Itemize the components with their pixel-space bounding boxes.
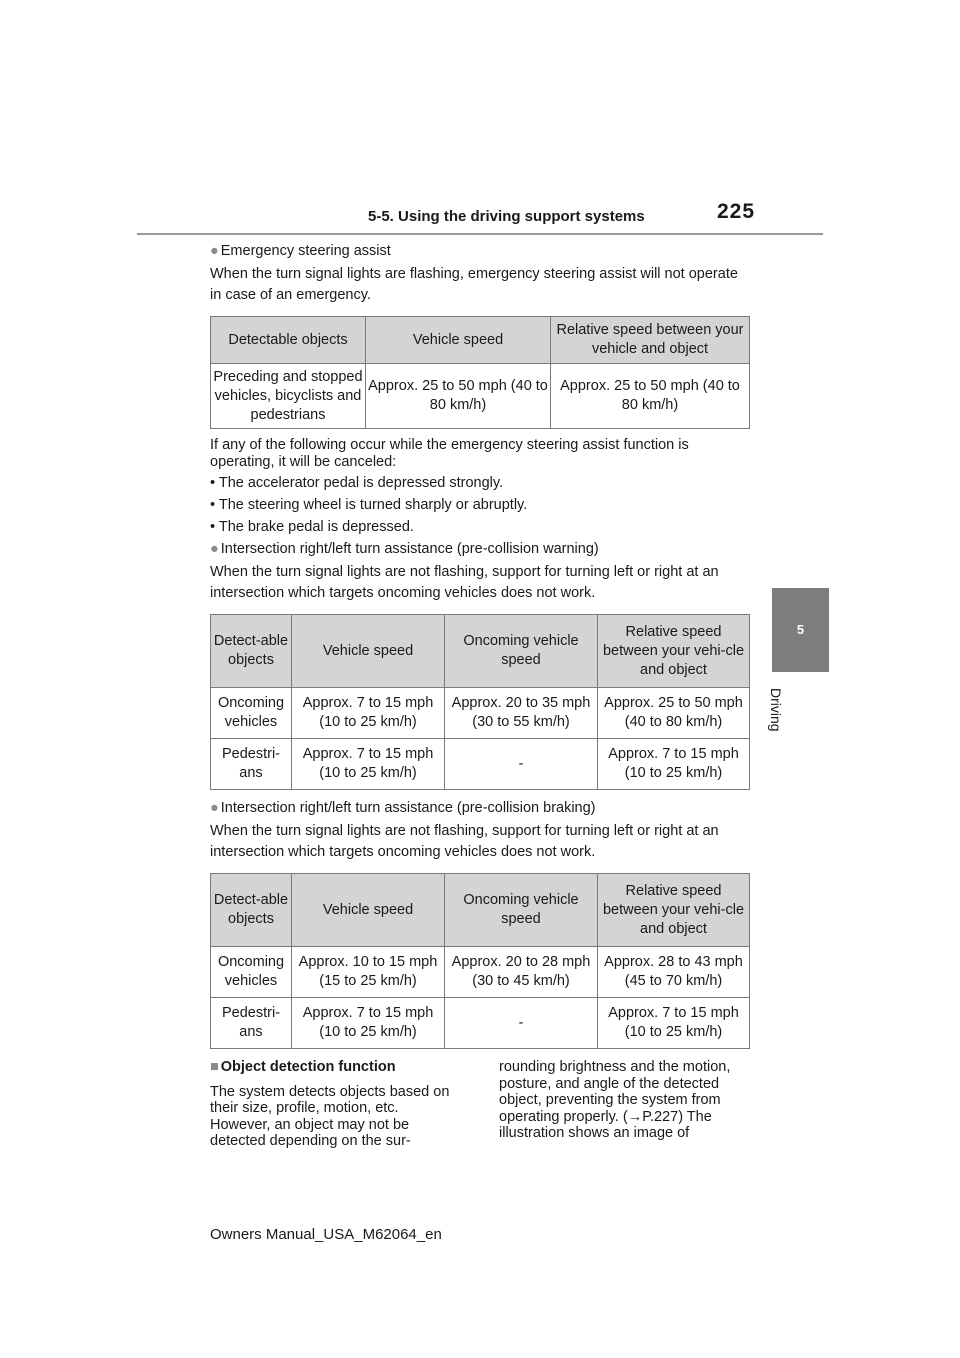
table-cell: Approx. 20 to 35 mph (30 to 55 km/h) <box>445 688 598 739</box>
paragraph: When the turn signal lights are flashing, emergency steering assist will not operate in case of an emergency. <box>210 266 738 303</box>
left-column <box>210 1059 461 1150</box>
table-cell: Oncoming vehicles <box>211 947 292 998</box>
page-number: 225 <box>717 200 756 223</box>
table-header: Detect-able objects <box>211 615 292 688</box>
square-bullet-icon: ■ <box>210 1059 219 1075</box>
circle-bullet-icon: ● <box>210 800 219 816</box>
section-title: Intersection right/left turn assistance (pre-collision warning) <box>220 541 599 557</box>
table-cell: Approx. 7 to 15 mph (10 to 25 km/h) <box>292 998 445 1049</box>
turn-braking-table <box>210 873 750 1049</box>
right-column <box>499 1059 750 1150</box>
table-header-row <box>211 874 750 947</box>
subsection-title: Object detection function <box>220 1059 396 1075</box>
table-cell: Oncoming vehicles <box>211 688 292 739</box>
circle-bullet-icon: ● <box>210 541 219 557</box>
table-header: Relative speed between your vehicle and object <box>551 317 750 364</box>
table-header: Vehicle speed <box>292 615 445 688</box>
table-header: Relative speed between your vehi-cle and object <box>598 615 750 688</box>
table-cell: Approx. 28 to 43 mph (45 to 70 km/h) <box>598 947 750 998</box>
table-header: Detectable objects <box>211 317 366 364</box>
section-title: Emergency steering assist <box>220 243 391 259</box>
table-cell: - <box>445 739 598 790</box>
page-header-title: 5-5. Using the driving support systems <box>368 208 645 225</box>
section-title: Intersection right/left turn assistance (pre-collision braking) <box>220 800 596 816</box>
list-item: • The steering wheel is turned sharply or abruptly. <box>210 497 528 513</box>
table-header: Vehicle speed <box>292 874 445 947</box>
two-column-text <box>210 1059 750 1150</box>
list-item: • The accelerator pedal is depressed strongly. <box>210 475 504 491</box>
section-bullet <box>210 241 750 262</box>
table-header-row <box>211 615 750 688</box>
paragraph: The system detects objects based on their size, profile, motion, etc. However, an object may not be detected depending on the sur- <box>210 1083 450 1149</box>
table-row <box>211 739 750 790</box>
section-bullet <box>210 539 750 560</box>
paragraph: rounding brightness and the motion, posture, and angle of the detected object, preventing the system from operating properly. (→P.227) The illustration shows an image of <box>499 1059 731 1141</box>
table-cell: Approx. 7 to 15 mph (10 to 25 km/h) <box>292 688 445 739</box>
section-bullet <box>210 798 750 819</box>
table-header: Detect-able objects <box>211 874 292 947</box>
page-content <box>210 241 750 1150</box>
table-cell: Approx. 25 to 50 mph (40 to 80 km/h) <box>366 364 551 429</box>
table-cell: Preceding and stopped vehicles, bicyclists and pedestrians <box>211 364 366 429</box>
chapter-tab: 5 <box>772 588 829 672</box>
circle-bullet-icon: ● <box>210 243 219 259</box>
page-footer: Owners Manual_USA_M62064_en <box>210 1226 442 1243</box>
table-header: Relative speed between your vehi-cle and object <box>598 874 750 947</box>
table-cell: - <box>445 998 598 1049</box>
paragraph: When the turn signal lights are not flashing, support for turning left or right at an intersection which targets oncoming vehicles does not work. <box>210 823 719 860</box>
table-row <box>211 998 750 1049</box>
table-cell: Approx. 7 to 15 mph (10 to 25 km/h) <box>292 739 445 790</box>
table-header: Oncoming vehicle speed <box>445 615 598 688</box>
table-row <box>211 688 750 739</box>
subsection-heading <box>210 1059 461 1076</box>
table-cell: Pedestri-ans <box>211 739 292 790</box>
table-cell: Pedestri-ans <box>211 998 292 1049</box>
table-header: Oncoming vehicle speed <box>445 874 598 947</box>
table-cell: Approx. 20 to 28 mph (30 to 45 km/h) <box>445 947 598 998</box>
table-cell: Approx. 25 to 50 mph (40 to 80 km/h) <box>598 688 750 739</box>
emergency-steering-table <box>210 316 750 429</box>
table-header: Vehicle speed <box>366 317 551 364</box>
table-header-row <box>211 317 750 364</box>
chapter-label: Driving <box>768 688 784 732</box>
table-cell: Approx. 25 to 50 mph (40 to 80 km/h) <box>551 364 750 429</box>
turn-warning-table <box>210 614 750 790</box>
table-cell: Approx. 7 to 15 mph (10 to 25 km/h) <box>598 998 750 1049</box>
table-row <box>211 364 750 429</box>
list-item: • The brake pedal is depressed. <box>210 519 414 535</box>
header-divider <box>137 233 823 235</box>
table-row <box>211 947 750 998</box>
paragraph: When the turn signal lights are not flashing, support for turning left or right at an intersection which targets oncoming vehicles does not work. <box>210 564 719 601</box>
table-cell: Approx. 7 to 15 mph (10 to 25 km/h) <box>598 739 750 790</box>
paragraph: If any of the following occur while the emergency steering assist function is operating, it will be canceled: <box>210 437 689 470</box>
table-cell: Approx. 10 to 15 mph (15 to 25 km/h) <box>292 947 445 998</box>
